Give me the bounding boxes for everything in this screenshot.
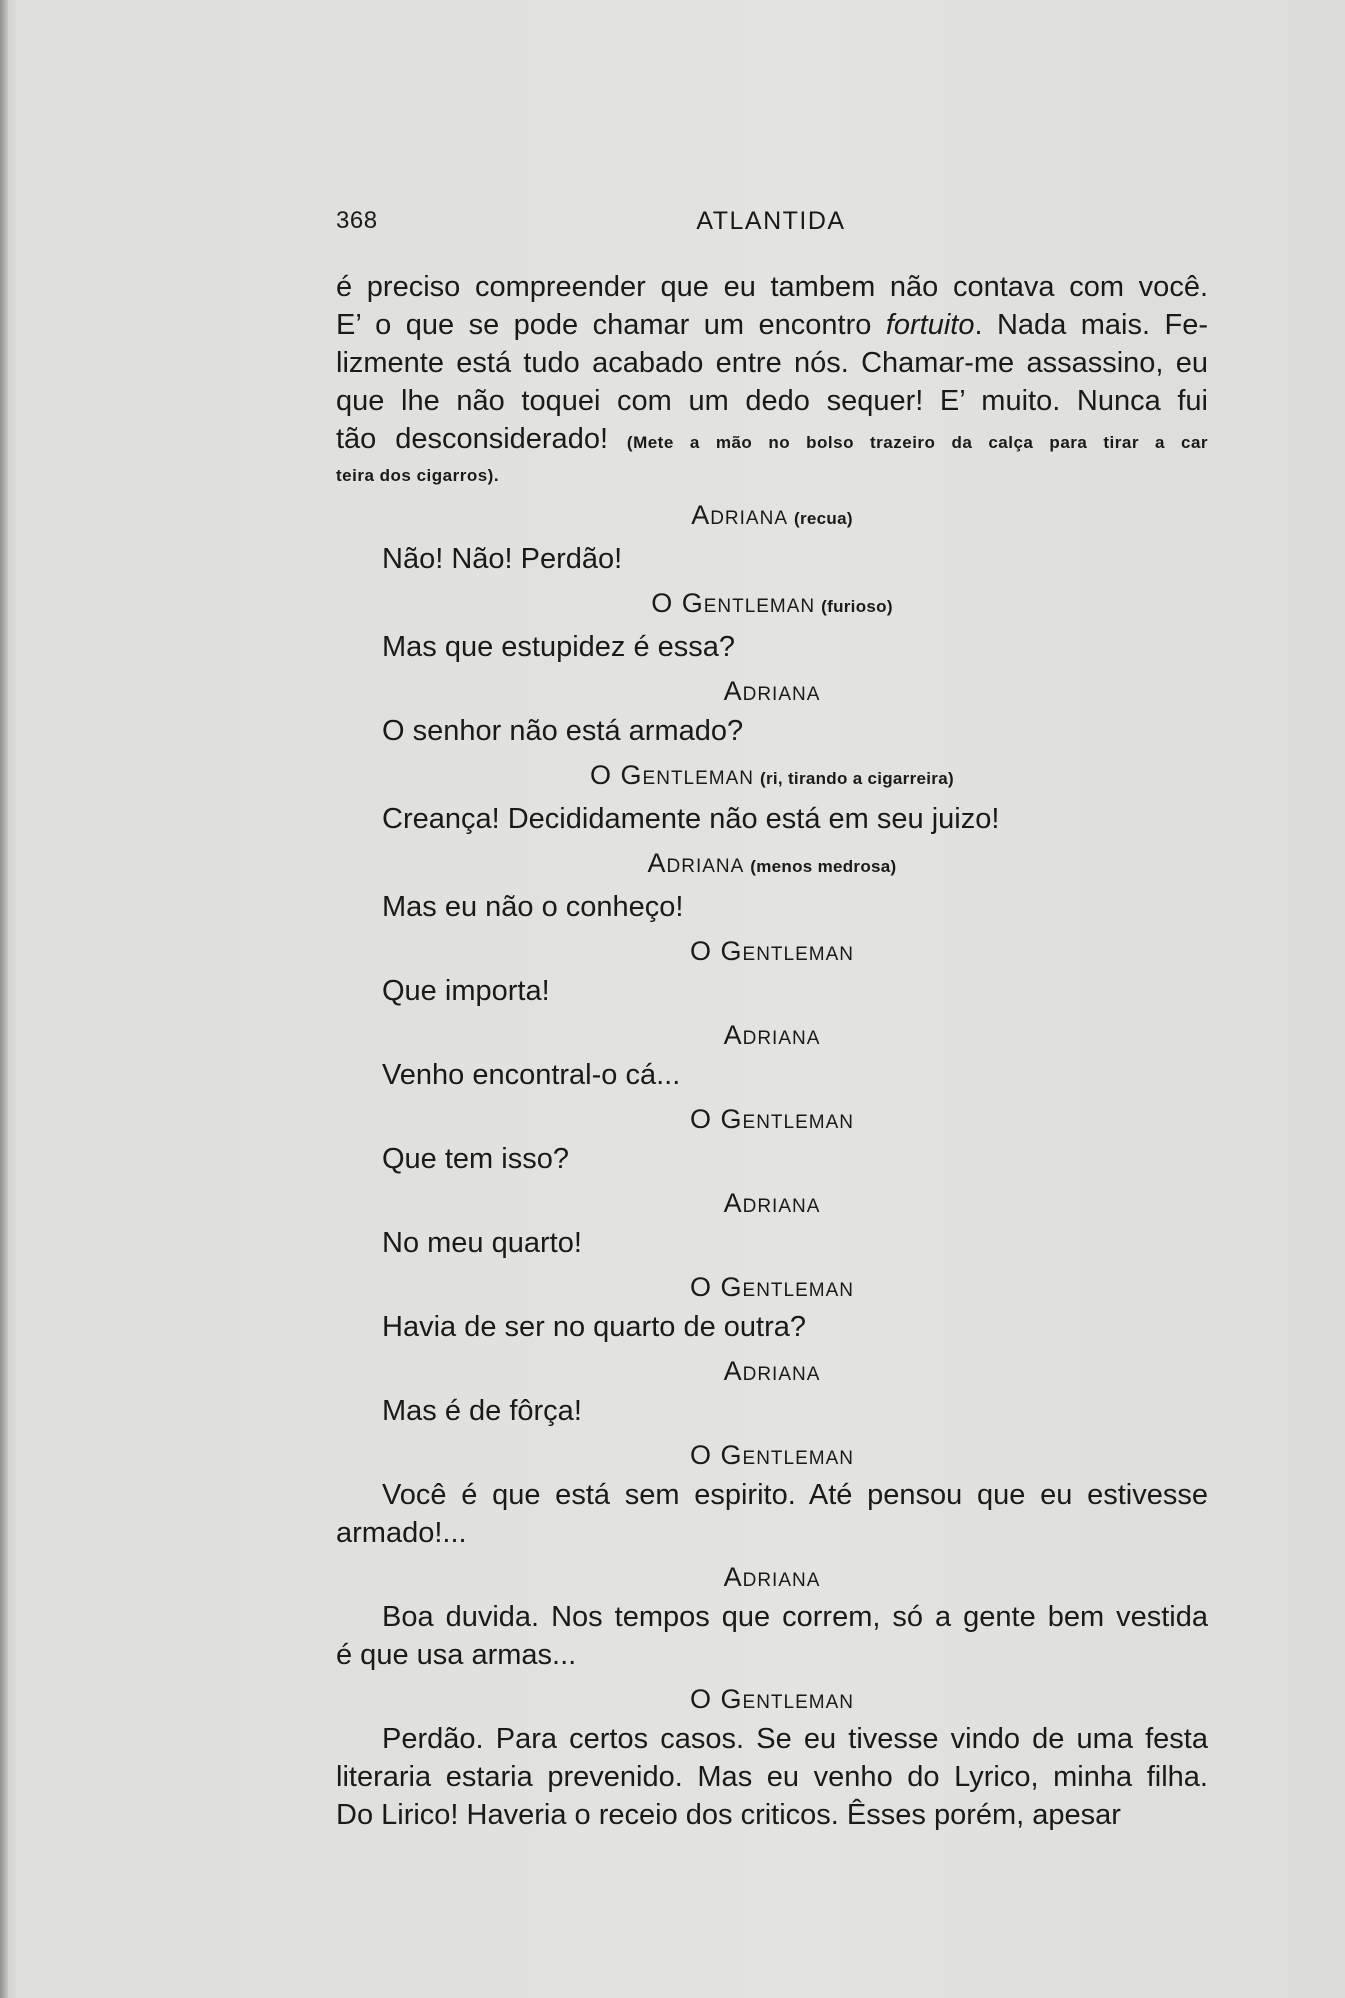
text-fragment: tão desconsiderado! bbox=[336, 423, 609, 455]
speech bbox=[336, 1140, 1208, 1178]
page-edge-shadow bbox=[0, 0, 8, 1998]
speaker-name: O Gentleman bbox=[690, 936, 854, 966]
stage-direction: (menos medrosa) bbox=[750, 857, 897, 876]
speech-line: Do Lirico! Haveria o receio dos criticos. Êsses porém, apesar bbox=[336, 1799, 1121, 1831]
speech bbox=[336, 628, 1208, 666]
opening-paragraph bbox=[336, 268, 1208, 490]
speaker-name: O Gentleman bbox=[590, 760, 755, 790]
speaker-name: O Gentleman bbox=[690, 1684, 854, 1714]
speech-line: Mas eu não o conheço! bbox=[382, 891, 684, 923]
speaker-name: Adriana bbox=[723, 1188, 821, 1218]
stage-direction: teira dos cigarros). bbox=[336, 466, 500, 485]
speaker-name: O Gentleman bbox=[690, 1440, 854, 1470]
speaker-heading bbox=[336, 1436, 1208, 1474]
speaker-name: Adriana bbox=[723, 1356, 821, 1386]
page-body bbox=[336, 268, 1208, 1834]
speaker-name: O Gentleman bbox=[690, 1104, 854, 1134]
speaker-heading bbox=[336, 1184, 1208, 1222]
speaker-heading bbox=[336, 932, 1208, 970]
stage-direction: (Mete a mão no bolso trazeiro da calça para tirar a car bbox=[626, 433, 1209, 452]
speech-line: Perdão. Para certos casos. Se eu tivesse vindo de uma festa bbox=[382, 1723, 1208, 1755]
speech-line: literaria estaria prevenido. Mas eu venho do Lyrico, minha filha. bbox=[336, 1761, 1208, 1793]
speech-line: Mas é de fôrça! bbox=[382, 1395, 582, 1427]
speech bbox=[336, 1598, 1208, 1674]
speech bbox=[336, 1392, 1208, 1430]
speech-line: Não! Não! Perdão! bbox=[382, 543, 623, 575]
speech bbox=[336, 1476, 1208, 1552]
speech bbox=[336, 712, 1208, 750]
speech-line: Boa duvida. Nos tempos que correm, só a gente bem vestida bbox=[382, 1601, 1208, 1633]
speaker-heading bbox=[336, 1352, 1208, 1390]
speaker-heading bbox=[336, 1680, 1208, 1718]
stage-direction: (recua) bbox=[794, 509, 853, 528]
speaker-heading bbox=[336, 496, 1208, 538]
speaker-name: Adriana bbox=[723, 676, 821, 706]
dialogue bbox=[336, 496, 1208, 1834]
page-number: 368 bbox=[336, 207, 378, 234]
speaker-heading bbox=[336, 1558, 1208, 1596]
speech-line: Você é que está sem espirito. Até pensou que eu estivesse bbox=[382, 1479, 1208, 1511]
speech-line: Que importa! bbox=[382, 975, 550, 1007]
running-head: ATLANTIDA bbox=[696, 207, 846, 235]
speaker-heading bbox=[336, 756, 1208, 798]
text-fragment: . Nada mais. Fe- bbox=[974, 309, 1209, 341]
speech-line: Que tem isso? bbox=[382, 1143, 569, 1175]
speech-line: Mas que estupidez é essa? bbox=[382, 631, 736, 663]
speech bbox=[336, 800, 1208, 838]
text-line bbox=[336, 420, 1208, 462]
italic-word: fortuito bbox=[885, 309, 975, 341]
text-fragment: E’ o que se pode chamar um encontro bbox=[336, 309, 872, 341]
speaker-heading bbox=[336, 1100, 1208, 1138]
speech-line: Havia de ser no quarto de outra? bbox=[382, 1311, 806, 1343]
text-line: lizmente está tudo acabado entre nós. Chamar-me assassino, eu bbox=[336, 347, 1208, 379]
speaker-heading bbox=[336, 1268, 1208, 1306]
page-header bbox=[336, 207, 1206, 241]
speech bbox=[336, 888, 1208, 926]
speech-line: Venho encontral-o cá... bbox=[382, 1059, 681, 1091]
speech-line: Creança! Decididamente não está em seu juizo! bbox=[382, 803, 1000, 835]
text-line: é preciso compreender que eu tambem não contava com você. bbox=[336, 271, 1208, 303]
speaker-heading bbox=[336, 1016, 1208, 1054]
speaker-name: Adriana bbox=[647, 848, 745, 878]
speech-line: No meu quarto! bbox=[382, 1227, 582, 1259]
speech-line: O senhor não está armado? bbox=[382, 715, 744, 747]
speaker-name: O Gentleman bbox=[690, 1272, 854, 1302]
speech-line: é que usa armas... bbox=[336, 1639, 577, 1671]
speaker-heading bbox=[336, 584, 1208, 626]
speech bbox=[336, 1056, 1208, 1094]
speaker-name: Adriana bbox=[723, 1562, 821, 1592]
speech bbox=[336, 1720, 1208, 1834]
speaker-heading bbox=[336, 672, 1208, 710]
speech-line: armado!... bbox=[336, 1517, 467, 1549]
text-line: que lhe não toquei com um dedo sequer! E’ muito. Nunca fui bbox=[336, 385, 1208, 417]
speaker-name: O Gentleman bbox=[651, 588, 816, 618]
speaker-name: Adriana bbox=[691, 500, 788, 530]
speech bbox=[336, 1224, 1208, 1262]
speaker-heading bbox=[336, 844, 1208, 886]
speech bbox=[336, 972, 1208, 1010]
speech bbox=[336, 540, 1208, 578]
stage-direction: (ri, tirando a cigarreira) bbox=[760, 769, 954, 788]
speech bbox=[336, 1308, 1208, 1346]
speaker-name: Adriana bbox=[723, 1020, 821, 1050]
text-line bbox=[336, 306, 1208, 344]
stage-direction: (furioso) bbox=[821, 597, 893, 616]
